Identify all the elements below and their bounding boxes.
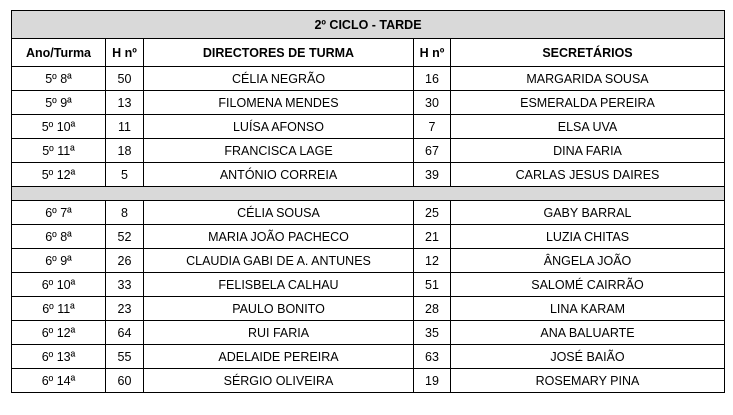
h-number-cell: 64 [106, 321, 144, 345]
secretary-cell: ESMERALDA PEREIRA [451, 91, 725, 115]
h-number-cell: 60 [106, 369, 144, 393]
secretary-cell: DINA FARIA [451, 139, 725, 163]
header-h-number: H nº [106, 39, 144, 67]
secretary-cell: MARGARIDA SOUSA [451, 67, 725, 91]
h-number-cell: 67 [414, 139, 451, 163]
secretary-cell: ANA BALUARTE [451, 321, 725, 345]
turma-cell: 5º 9ª [12, 91, 106, 115]
table-row [12, 91, 725, 115]
h-number-cell: 5 [106, 163, 144, 187]
header-secretaries: SECRETÁRIOS [451, 39, 725, 67]
h-number-cell: 21 [414, 225, 451, 249]
title-row [12, 11, 725, 39]
table-row [12, 345, 725, 369]
turma-cell: 6º 10ª [12, 273, 106, 297]
separator-cell [12, 187, 725, 201]
header-h-number-2: H nº [414, 39, 451, 67]
director-cell: RUI FARIA [144, 321, 414, 345]
director-cell: FRANCISCA LAGE [144, 139, 414, 163]
secretary-cell: JOSÉ BAIÃO [451, 345, 725, 369]
table-row [12, 67, 725, 91]
table-title: 2º CICLO - TARDE [12, 11, 725, 39]
table-row [12, 321, 725, 345]
secretary-cell: GABY BARRAL [451, 201, 725, 225]
turma-cell: 6º 9ª [12, 249, 106, 273]
h-number-cell: 19 [414, 369, 451, 393]
table-row [12, 115, 725, 139]
secretary-cell: SALOMÉ CAIRRÃO [451, 273, 725, 297]
h-number-cell: 51 [414, 273, 451, 297]
table-row [12, 249, 725, 273]
h-number-cell: 33 [106, 273, 144, 297]
turma-cell: 5º 10ª [12, 115, 106, 139]
director-cell: LUÍSA AFONSO [144, 115, 414, 139]
turma-cell: 6º 11ª [12, 297, 106, 321]
turma-cell: 5º 11ª [12, 139, 106, 163]
director-cell: ADELAIDE PEREIRA [144, 345, 414, 369]
h-number-cell: 13 [106, 91, 144, 115]
table-row [12, 369, 725, 393]
director-cell: CÉLIA SOUSA [144, 201, 414, 225]
table-row [12, 225, 725, 249]
h-number-cell: 25 [414, 201, 451, 225]
turma-cell: 6º 12ª [12, 321, 106, 345]
h-number-cell: 55 [106, 345, 144, 369]
h-number-cell: 28 [414, 297, 451, 321]
separator-row [12, 187, 725, 201]
h-number-cell: 50 [106, 67, 144, 91]
header-directors: DIRECTORES DE TURMA [144, 39, 414, 67]
turma-cell: 6º 7ª [12, 201, 106, 225]
turma-cell: 6º 13ª [12, 345, 106, 369]
director-cell: CLAUDIA GABI DE A. ANTUNES [144, 249, 414, 273]
h-number-cell: 7 [414, 115, 451, 139]
table-row [12, 273, 725, 297]
turma-cell: 5º 12ª [12, 163, 106, 187]
class-directors-table [11, 10, 725, 393]
h-number-cell: 23 [106, 297, 144, 321]
director-cell: FELISBELA CALHAU [144, 273, 414, 297]
table-row [12, 139, 725, 163]
director-cell: FILOMENA MENDES [144, 91, 414, 115]
director-cell: PAULO BONITO [144, 297, 414, 321]
secretary-cell: LINA KARAM [451, 297, 725, 321]
secretary-cell: ROSEMARY PINA [451, 369, 725, 393]
h-number-cell: 11 [106, 115, 144, 139]
director-cell: CÉLIA NEGRÃO [144, 67, 414, 91]
h-number-cell: 8 [106, 201, 144, 225]
h-number-cell: 12 [414, 249, 451, 273]
h-number-cell: 16 [414, 67, 451, 91]
table-row [12, 297, 725, 321]
director-cell: ANTÓNIO CORREIA [144, 163, 414, 187]
turma-cell: 6º 14ª [12, 369, 106, 393]
h-number-cell: 52 [106, 225, 144, 249]
table-row [12, 163, 725, 187]
table-body [12, 67, 725, 393]
h-number-cell: 63 [414, 345, 451, 369]
h-number-cell: 26 [106, 249, 144, 273]
secretary-cell: ÂNGELA JOÃO [451, 249, 725, 273]
director-cell: SÉRGIO OLIVEIRA [144, 369, 414, 393]
secretary-cell: ELSA UVA [451, 115, 725, 139]
secretary-cell: CARLAS JESUS DAIRES [451, 163, 725, 187]
h-number-cell: 30 [414, 91, 451, 115]
table-row [12, 201, 725, 225]
h-number-cell: 35 [414, 321, 451, 345]
secretary-cell: LUZIA CHITAS [451, 225, 725, 249]
header-turma: Ano/Turma [12, 39, 106, 67]
turma-cell: 5º 8ª [12, 67, 106, 91]
director-cell: MARIA JOÃO PACHECO [144, 225, 414, 249]
header-row [12, 39, 725, 67]
h-number-cell: 18 [106, 139, 144, 163]
turma-cell: 6º 8ª [12, 225, 106, 249]
h-number-cell: 39 [414, 163, 451, 187]
